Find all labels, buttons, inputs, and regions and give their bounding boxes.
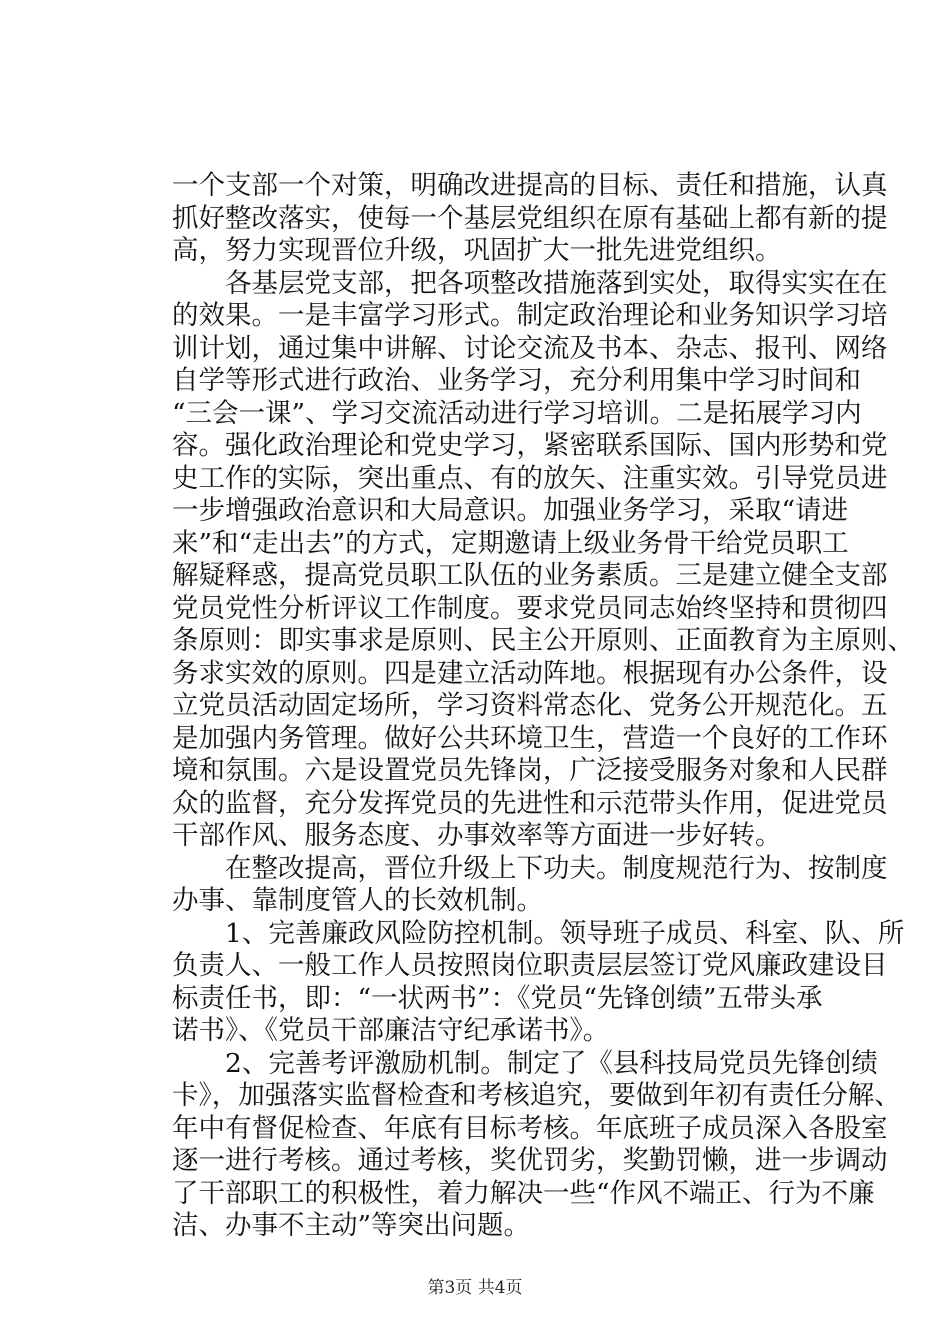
text-line: 来”和“走出去”的方式，定期邀请上级业务骨干给党员职工: [172, 527, 849, 559]
text-line: 负责人、一般工作人员按照岗位职责层层签订党风廉政建设目: [172, 950, 888, 981]
text-line: 标责任书，即：“一状两书”：《党员“先锋创绩”五带头承: [172, 982, 823, 1014]
text-line: 诺书》、《党员干部廉洁守纪承诺书》。: [172, 1015, 610, 1046]
text-line: 条原则：即实事求是原则、民主公开原则、正面教育为主原则、: [172, 625, 914, 656]
text-line: 各基层党支部，把各项整改措施落到实处，取得实实在在: [172, 267, 888, 299]
page-footer: [0, 1277, 950, 1299]
text-line: 洁、办事不主动”等突出问题。: [172, 1210, 531, 1241]
text-line: 干部作风、服务态度、办事效率等方面进一步好转。: [172, 820, 782, 851]
text-line: “三会一课”、学习交流活动进行学习培训。二是拓展学习内: [172, 397, 862, 429]
text-line: 党员党性分析评议工作制度。要求党员同志始终坚持和贯彻四: [172, 592, 888, 624]
text-line: 1、完善廉政风险防控机制。领导班子成员、科室、队、所: [172, 917, 905, 949]
text-line: 抓好整改落实，使每一个基层党组织在原有基础上都有新的提: [172, 202, 888, 234]
text-line: 容。强化政治理论和党史学习，紧密联系国际、国内形势和党: [172, 430, 888, 461]
text-line: 办事、靠制度管人的长效机制。: [172, 885, 543, 916]
text-line: 众的监督，充分发挥党员的先进性和示范带头作用，促进党员: [172, 787, 888, 819]
text-line: 立党员活动固定场所，学习资料常态化、党务公开规范化。五: [172, 690, 888, 721]
text-line: 卡》，加强落实监督检查和考核追究，要做到年初有责任分解、: [172, 1080, 901, 1111]
text-line: 解疑释惑，提高党员职工队伍的业务素质。三是建立健全支部: [172, 560, 888, 591]
text-line: 在整改提高，晋位升级上下功夫。制度规范行为、按制度: [172, 852, 888, 884]
page-number-label: 第3页 共4页: [427, 1278, 523, 1298]
text-line: 史工作的实际，突出重点、有的放矢、注重实效。引导党员进: [172, 462, 888, 494]
text-line: 逐一进行考核。通过考核，奖优罚劣，奖勤罚懒，进一步调动: [172, 1145, 888, 1176]
text-line: 年中有督促检查、年底有目标考核。年底班子成员深入各股室: [172, 1112, 888, 1144]
text-line: 务求实效的原则。四是建立活动阵地。根据现有办公条件，设: [172, 657, 888, 689]
text-line: 的效果。一是丰富学习形式。制定政治理论和业务知识学习培: [172, 300, 888, 331]
text-line: 一个支部一个对策，明确改进提高的目标、责任和措施，认真: [172, 170, 888, 201]
text-line: 一步增强政治意识和大局意识。加强业务学习，采取“请进: [172, 495, 849, 526]
text-line: 2、完善考评激励机制。制定了《县科技局党员先锋创绩: [172, 1047, 878, 1079]
text-line: 境和氛围。六是设置党员先锋岗，广泛接受服务对象和人民群: [172, 755, 888, 786]
text-line: 是加强内务管理。做好公共环境卫生，营造一个良好的工作环: [172, 722, 888, 754]
text-line: 训计划，通过集中讲解、讨论交流及书本、杂志、报刊、网络: [172, 332, 888, 364]
text-line: 了干部职工的积极性，着力解决一些“作风不端正、行为不廉: [172, 1177, 875, 1209]
document-body: [172, 170, 914, 1243]
text-line: 高，努力实现晋位升级，巩固扩大一批先进党组织。: [172, 235, 782, 266]
text-line: 自学等形式进行政治、业务学习，充分利用集中学习时间和: [172, 365, 861, 396]
